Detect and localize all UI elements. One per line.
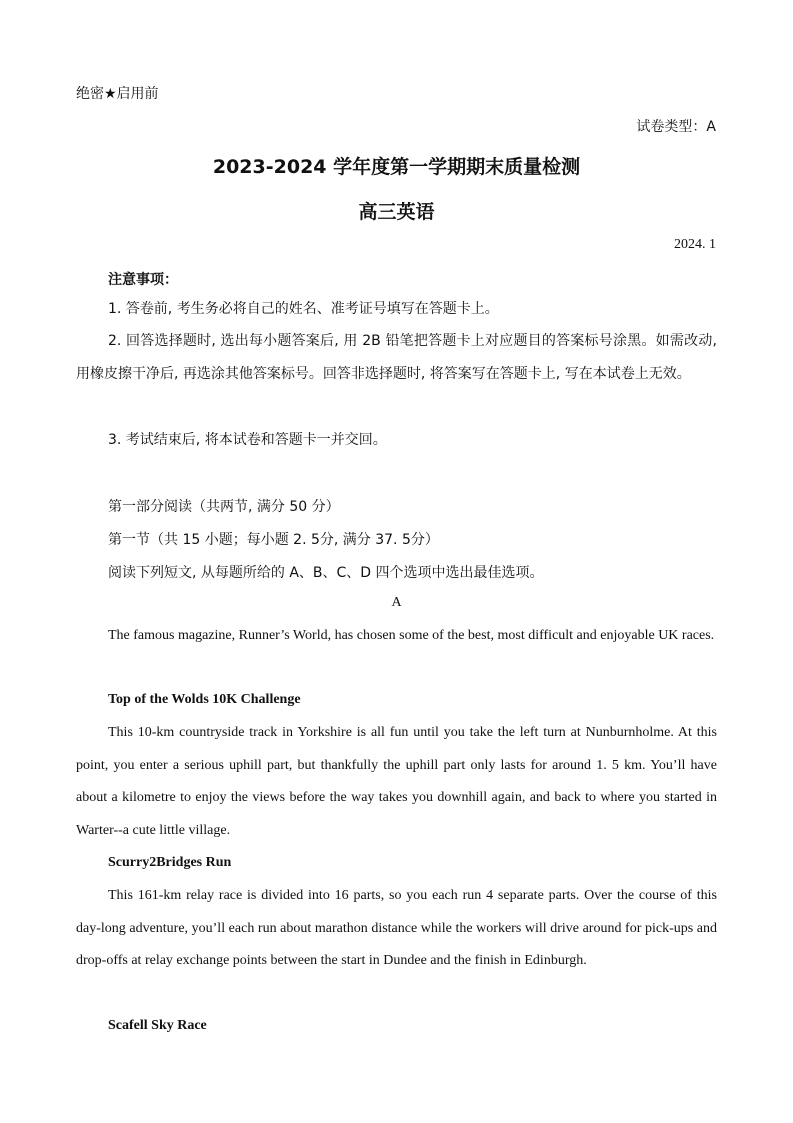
exam-title: 2023-2024 学年度第一学期期末质量检测 — [212, 156, 581, 178]
race-text-scurry2bridges: This 161-km relay race is divided into 16 parts, so you each run 4 separate parts. Over the course of this day-long adventure, you’ll each run about marathon distance while the workers will drive around for pick-ups and drop-offs at relay exchange points between the start in Dundee and the finish in Edinburgh. — [76, 888, 717, 968]
notice-item-3: 3. 考试结束后, 将本试卷和答题卡一并交回。 — [108, 432, 387, 448]
section-subsection-heading: 第一节（共 15 小题；每小题 2. 5分, 满分 37. 5分） — [108, 532, 439, 548]
passage-label: A — [391, 595, 402, 610]
confidential-mark: 绝密★启用前 — [76, 86, 159, 102]
race-text-wolds: This 10-km countryside track in Yorkshire is all fun until you take the left turn at Nunburnholme. At this point, you enter a serious uphill part, but thankfully the uphill part only lasts for around 1. 5 km. You’ll have about a kilometre to enjoy the views before the way takes you downhill again, and back to where you started in Warter--a cute little village. — [76, 725, 717, 838]
section-part-heading: 第一部分阅读（共两节, 满分 50 分） — [108, 499, 340, 515]
notice-heading: 注意事项： — [108, 272, 178, 288]
section-instruction: 阅读下列短文, 从每题所给的 A、B、C、D 四个选项中选出最佳选项。 — [108, 565, 544, 581]
notice-item-1: 1. 答卷前, 考生务必将自己的姓名、准考证号填写在答题卡上。 — [108, 301, 499, 317]
exam-date: 2024. 1 — [674, 237, 716, 252]
notice-item-2: 2. 回答选择题时, 选出每小题答案后, 用 2B 铅笔把答题卡上对应题目的答案标号涂黑。如需改动, 用橡皮擦干净后, 再选涂其他答案标号。回答非选择题时, 将答案写在答题卡上, 写在本试卷上无效。 — [76, 333, 717, 382]
passage-intro: The famous magazine, Runner’s World, has chosen some of the best, most difficult and enjoyable UK races. — [108, 628, 715, 643]
race-title-scurry2bridges: Scurry2Bridges Run — [108, 855, 232, 870]
exam-subject: 高三英语 — [358, 201, 435, 223]
race-title-wolds: Top of the Wolds 10K Challenge — [108, 692, 301, 707]
paper-type-label: 试卷类型：A — [636, 119, 716, 135]
race-title-scafell: Scafell Sky Race — [108, 1018, 207, 1033]
